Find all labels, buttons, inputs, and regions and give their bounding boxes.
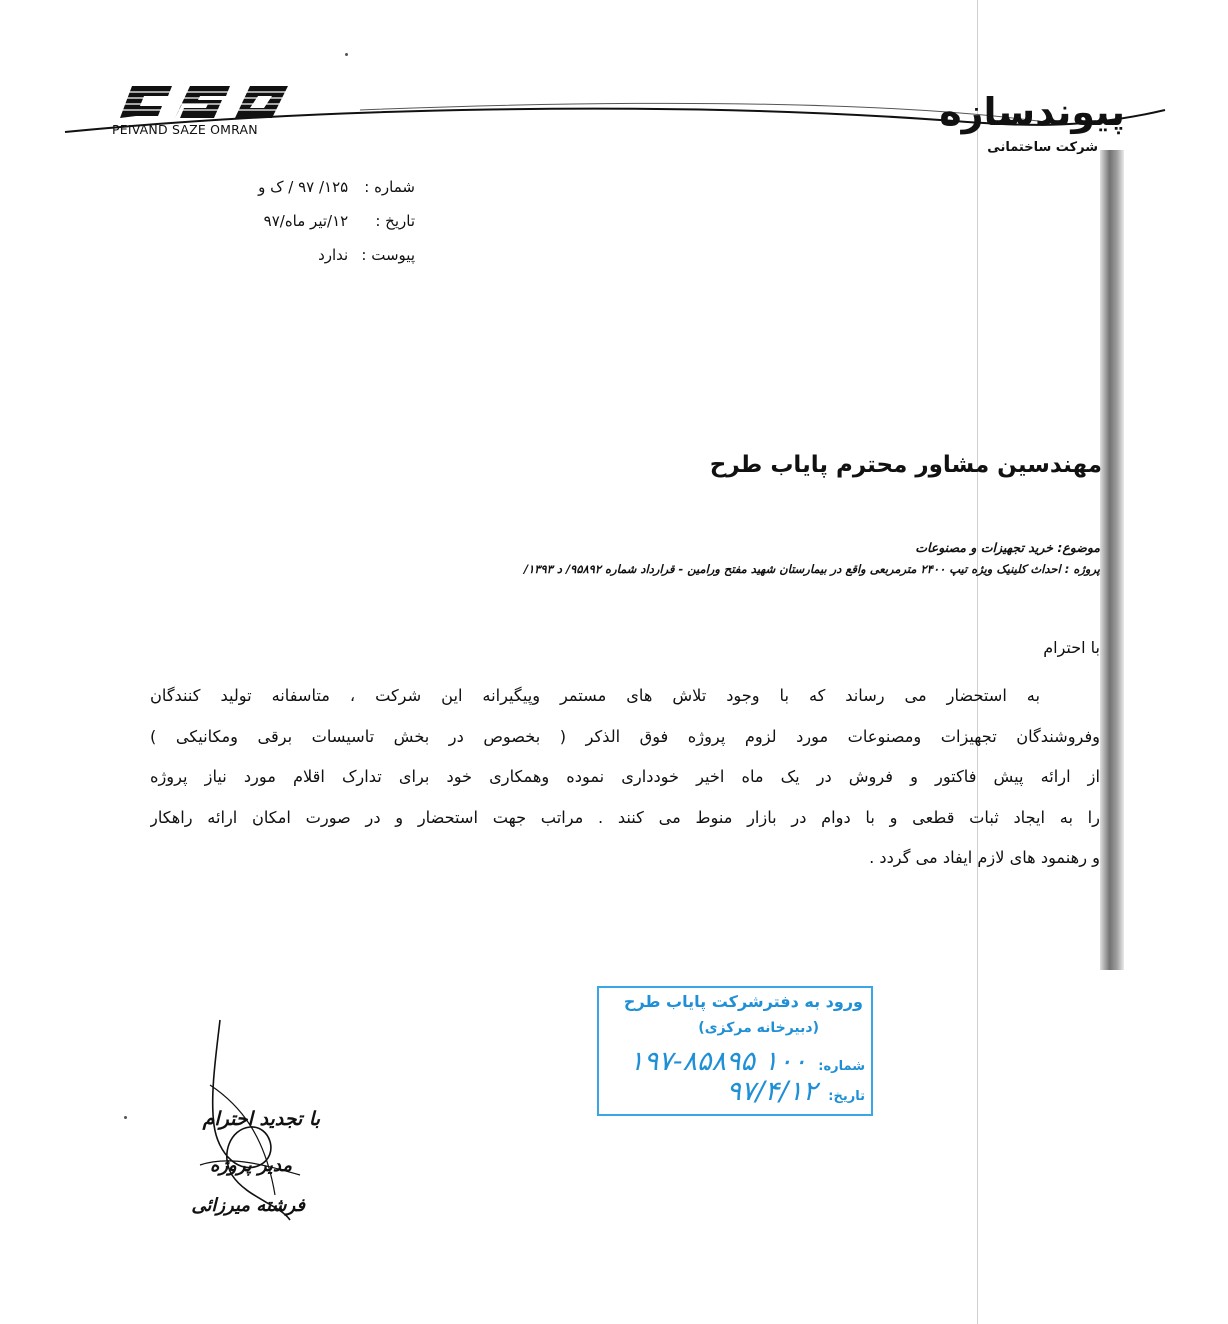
stamp-number-value: ۱۰۰ ۱۹۷-۸۵۸۹۵ bbox=[629, 1046, 808, 1077]
stamp-subtitle: (دبیرخانه مرکزی) bbox=[698, 1020, 819, 1036]
scan-speck bbox=[345, 53, 348, 56]
stamp-date bbox=[727, 1076, 866, 1107]
closing-phrase: با تجدید احترام bbox=[202, 1108, 320, 1130]
subject-line: موضوع: خرید تجهیزات و مصنوعات bbox=[915, 540, 1100, 555]
addressee: مهندسین مشاور محترم پایاب طرح bbox=[709, 452, 1102, 478]
meta-attachment bbox=[215, 246, 415, 280]
letter-meta bbox=[215, 178, 415, 280]
stamp-title: ورود به دفترشرکت پایاب طرح bbox=[623, 992, 863, 1011]
letter-body bbox=[150, 676, 1100, 879]
scan-artifact-strip bbox=[1100, 150, 1124, 970]
project-line: پروژه : احداث کلینیک ویژه تیپ ۲۴۰۰ مترمربعی واقع در بیمارستان شهید مفتح ورامین - قرارداد شماره ۹۵۸۹۲/ د ۱۳۹۳/ bbox=[523, 562, 1100, 576]
meta-number bbox=[215, 178, 415, 212]
meta-attachment-value: ندارد bbox=[318, 246, 349, 264]
body-line: به استحضار می رساند که با وجود تلاش های مستمر وپیگیرانه این شرکت ، متاسفانه تولید کنندگان bbox=[150, 686, 1040, 705]
body-line: و رهنمود های لازم ایفاد می گردد . bbox=[869, 848, 1100, 867]
body-line: از ارائه پیش فاکتور و فروش در یک ماه اخیر خودداری نموده وهمکاری خود برای تدارک اقلام مورد نیاز پروژه bbox=[150, 767, 1100, 786]
meta-number-value: ۱۲۵/ ۹۷ / ک و bbox=[258, 178, 349, 196]
stamp-date-label: تاریخ: bbox=[828, 1089, 865, 1104]
stamp-number-label: شماره: bbox=[818, 1059, 865, 1074]
scan-artifact-line bbox=[977, 0, 978, 1324]
logo-wordmark: PEIVAND SAZE OMRAN bbox=[112, 122, 258, 137]
body-line: را به ایجاد ثبات قطعی و با دوام در بازار منوط می کنند . مراتب جهت استحضار و در صورت امکان ارائه راهکار bbox=[150, 807, 1100, 827]
receipt-stamp bbox=[597, 986, 873, 1116]
meta-date-value: ۱۲/تیر ماه/۹۷ bbox=[263, 212, 349, 230]
signer-name: فرشته میرزائی bbox=[191, 1195, 305, 1216]
stamp-number bbox=[629, 1046, 865, 1077]
company-type: شرکت ساختمانی bbox=[987, 140, 1098, 155]
signer-title: مدیر پروژه bbox=[209, 1155, 292, 1176]
meta-date-label: تاریخ : bbox=[375, 212, 415, 230]
company-name: پیوندسازه bbox=[939, 90, 1125, 134]
scan-speck bbox=[124, 1116, 127, 1119]
greeting: با احترام bbox=[1043, 638, 1100, 657]
meta-number-label: شماره : bbox=[364, 178, 415, 196]
meta-attachment-label: پیوست : bbox=[361, 246, 415, 264]
meta-date bbox=[215, 212, 415, 246]
body-line: وفروشندگان تجهیزات ومصنوعات مورد لزوم پروژه فوق الذکر ( بخصوص در بخش تاسیسات برقی ومکانیکی ) bbox=[150, 726, 1100, 746]
stamp-date-value: ۹۷/۴/۱۲ bbox=[726, 1076, 818, 1107]
